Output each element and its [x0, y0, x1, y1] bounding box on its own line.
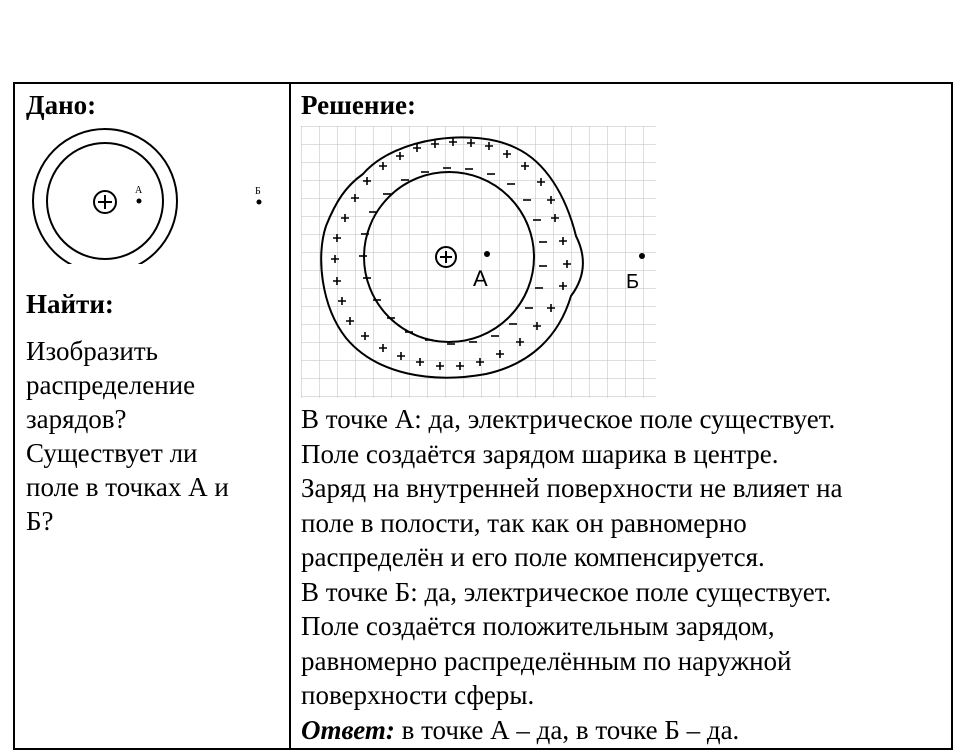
find-heading: Найти: — [26, 289, 114, 319]
answer-line — [301, 713, 843, 748]
find-line: Изобразить — [26, 336, 158, 366]
solution-text — [301, 402, 843, 747]
point-a-label: А — [473, 266, 488, 291]
given-heading: Дано: — [26, 90, 97, 120]
solution-line: поле в полости, так как он равномерно — [301, 507, 747, 538]
point-b-dot — [257, 200, 262, 205]
point-a-dot — [137, 199, 142, 204]
charge-distribution-diagram — [301, 126, 661, 398]
find-question — [26, 334, 276, 538]
point-b-label: Б — [255, 186, 261, 197]
solution-line: Заряд на внутренней поверхности не влияет на — [301, 473, 843, 503]
solution-line: В точке Б: да, электрическое поле существует. — [301, 576, 832, 607]
find-line: распределение — [26, 370, 196, 400]
solution-line: Поле создаётся зарядом шарика в центре. — [301, 438, 779, 469]
point-b-dot — [639, 253, 645, 259]
answer-label: Ответ: — [301, 714, 395, 745]
point-b-label: Б — [626, 271, 640, 293]
grid-paper — [301, 126, 656, 398]
solution-column — [291, 84, 951, 748]
point-a-label: А — [135, 185, 143, 196]
given-sphere-diagram — [27, 124, 277, 264]
given-column — [15, 84, 289, 748]
solution-heading: Решение: — [301, 90, 416, 120]
solution-table — [13, 82, 953, 750]
solution-line: В точке А: да, электрическое поле существует. — [301, 404, 836, 434]
answer-text: в точке А – да, в точке Б – да. — [394, 714, 740, 745]
find-line: зарядов? — [26, 404, 127, 434]
solution-line: поверхности сферы. — [301, 680, 535, 710]
solution-line: Поле создаётся положительным зарядом, — [301, 611, 775, 641]
solution-line: распределён и его поле компенсируется. — [301, 542, 765, 572]
find-line: Б? — [26, 506, 54, 536]
solution-line: равномерно распределённым по наружной — [301, 645, 792, 676]
find-line: Существует ли — [26, 438, 198, 468]
point-a-dot — [484, 251, 490, 257]
find-line: поле в точках А и — [26, 472, 229, 502]
